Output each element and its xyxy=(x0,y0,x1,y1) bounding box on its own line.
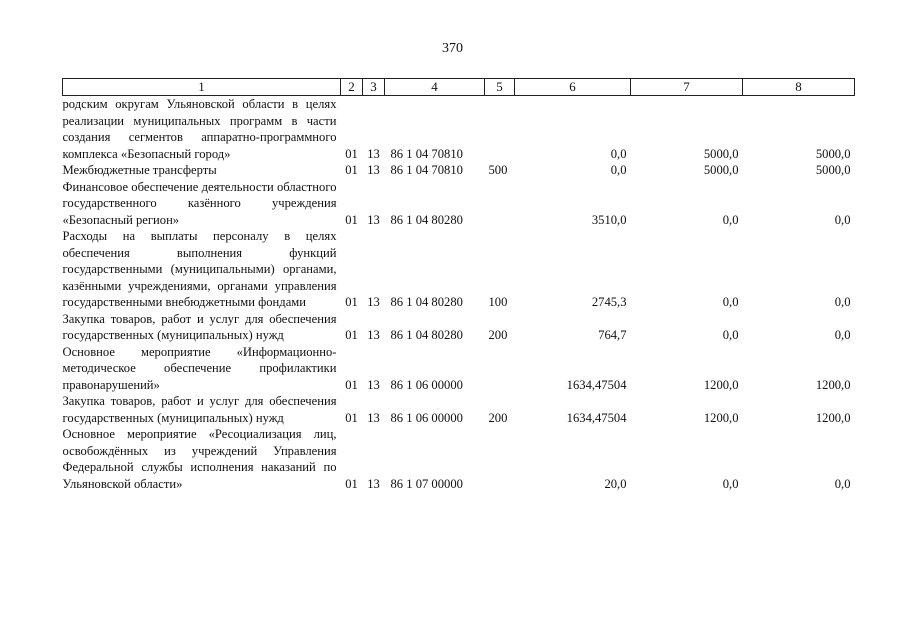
header-col-4: 4 xyxy=(385,79,485,96)
row-subsection: 13 xyxy=(367,212,380,227)
row-name: Расходы на выплаты персоналу в целях обеспечения выполнения функций государственными (муниципальными) органами, казёнными учреждениями, органами управления государственными внебюджетными фондами xyxy=(62,229,337,309)
row-expense-type: 200 xyxy=(488,410,508,425)
row-amount-col8: 1200,0 xyxy=(815,377,851,392)
row-target-code: 86 1 04 80280 xyxy=(390,212,463,227)
row-amount-col6: 1634,47504 xyxy=(566,377,627,392)
row-target-code: 86 1 04 70810 xyxy=(390,163,463,177)
row-amount-col6: 2745,3 xyxy=(591,295,627,309)
table-row xyxy=(63,311,855,344)
row-amount-col7: 1200,0 xyxy=(703,377,739,392)
header-col-6: 6 xyxy=(515,79,631,96)
row-amount-col7: 1200,0 xyxy=(703,410,739,425)
header-col-2: 2 xyxy=(341,79,363,96)
table-row xyxy=(63,426,855,492)
row-amount-col6: 1634,47504 xyxy=(566,410,627,425)
row-amount-col8: 5000,0 xyxy=(815,163,851,177)
row-amount-col8: 0,0 xyxy=(834,212,851,227)
row-target-code: 86 1 04 80280 xyxy=(390,295,463,309)
row-amount-col8: 5000,0 xyxy=(815,146,851,161)
row-section: 01 xyxy=(345,377,358,392)
row-amount-col8: 1200,0 xyxy=(815,410,851,425)
row-target-code: 86 1 04 70810 xyxy=(390,146,463,161)
row-expense-type: 100 xyxy=(488,295,508,309)
row-expense-type xyxy=(485,344,515,394)
row-section: 01 xyxy=(345,328,358,342)
table-row xyxy=(63,393,855,426)
table-row xyxy=(63,179,855,229)
row-amount-col7: 0,0 xyxy=(722,212,739,227)
row-amount-col7: 0,0 xyxy=(722,328,739,342)
row-subsection: 13 xyxy=(367,410,380,425)
row-section: 01 xyxy=(345,295,358,309)
table-row xyxy=(63,344,855,394)
header-col-7: 7 xyxy=(631,79,743,96)
page-number: 370 xyxy=(442,41,463,56)
header-col-3: 3 xyxy=(363,79,385,96)
row-name: Закупка товаров, работ и услуг для обеспечения государственных (муниципальных) нужд xyxy=(62,394,337,425)
row-amount-col7: 0,0 xyxy=(722,295,739,309)
header-row xyxy=(63,79,855,96)
row-expense-type xyxy=(485,96,515,163)
row-name: родским округам Ульяновской области в целях реализации муниципальных программ в части создания сегментов аппаратно-программного комплекса «Безопасный город» xyxy=(62,97,337,161)
row-subsection: 13 xyxy=(367,163,380,177)
table-row xyxy=(63,228,855,311)
row-amount-col7: 5000,0 xyxy=(703,163,739,177)
row-name: Основное мероприятие «Информационно-методическое обеспечение профилактики правонарушений» xyxy=(62,344,337,392)
row-section: 01 xyxy=(345,146,358,161)
row-amount-col6: 3510,0 xyxy=(591,212,627,227)
row-name: Закупка товаров, работ и услуг для обеспечения государственных (муниципальных) нужд xyxy=(62,311,337,342)
row-amount-col6: 0,0 xyxy=(610,146,627,161)
row-section: 01 xyxy=(345,410,358,425)
row-target-code: 86 1 06 00000 xyxy=(390,377,463,392)
row-subsection: 13 xyxy=(367,377,380,392)
row-expense-type: 500 xyxy=(488,163,508,177)
row-amount-col8: 0,0 xyxy=(834,476,851,491)
table-row xyxy=(63,96,855,163)
row-amount-col6: 764,7 xyxy=(598,328,627,342)
row-expense-type xyxy=(485,426,515,492)
row-subsection: 13 xyxy=(367,295,380,309)
row-name: Финансовое обеспечение деятельности областного государственного казённого учреждения «Безопасный регион» xyxy=(62,179,337,227)
row-expense-type xyxy=(485,179,515,229)
row-section: 01 xyxy=(345,476,358,491)
row-amount-col6: 0,0 xyxy=(610,163,627,177)
header-col-8: 8 xyxy=(743,79,855,96)
row-target-code: 86 1 06 00000 xyxy=(390,410,463,425)
row-section: 01 xyxy=(345,163,358,177)
row-name: Основное мероприятие «Ресоциализация лиц, освобождённых из учреждений Управления Федеральной службы исполнения наказаний по Ульяновской области» xyxy=(62,427,337,491)
row-name: Межбюджетные трансферты xyxy=(62,163,217,177)
row-amount-col6: 20,0 xyxy=(604,476,627,491)
row-expense-type: 200 xyxy=(488,328,508,342)
row-subsection: 13 xyxy=(367,328,380,342)
header-col-5: 5 xyxy=(485,79,515,96)
header-col-1: 1 xyxy=(63,79,341,96)
row-amount-col7: 0,0 xyxy=(722,476,739,491)
row-amount-col8: 0,0 xyxy=(834,295,851,309)
row-subsection: 13 xyxy=(367,476,380,491)
row-amount-col8: 0,0 xyxy=(834,328,851,342)
budget-table xyxy=(62,78,855,492)
table-row xyxy=(63,162,855,179)
row-target-code: 86 1 07 00000 xyxy=(390,476,463,491)
row-target-code: 86 1 04 80280 xyxy=(390,328,463,342)
row-subsection: 13 xyxy=(367,146,380,161)
row-section: 01 xyxy=(345,212,358,227)
row-amount-col7: 5000,0 xyxy=(703,146,739,161)
